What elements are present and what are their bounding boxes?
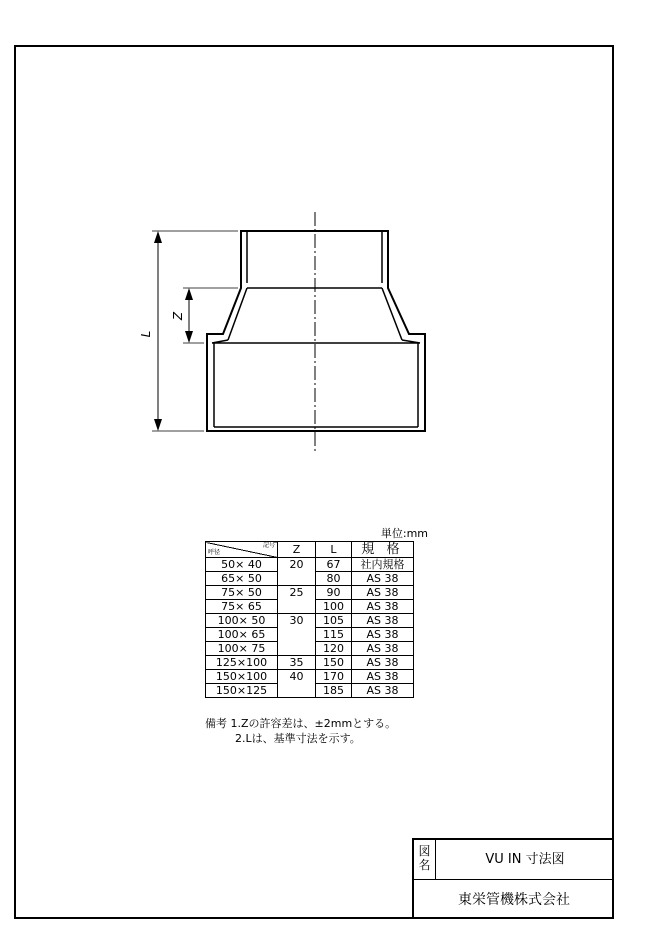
spec-cell: AS 38 xyxy=(352,670,414,684)
size-cell: 100× 65 xyxy=(206,628,278,642)
table-row xyxy=(206,586,414,600)
size-cell: 75× 65 xyxy=(206,600,278,614)
l-cell: 100 xyxy=(316,600,352,614)
table-row xyxy=(206,614,414,628)
l-cell: 115 xyxy=(316,628,352,642)
z-cell xyxy=(278,642,316,656)
z-cell: 35 xyxy=(278,656,316,670)
size-cell: 100× 75 xyxy=(206,642,278,656)
size-cell: 50× 40 xyxy=(206,558,278,572)
l-cell: 170 xyxy=(316,670,352,684)
spec-cell: AS 38 xyxy=(352,656,414,670)
z-cell xyxy=(278,628,316,642)
dimension-table xyxy=(205,541,414,698)
spec-cell: AS 38 xyxy=(352,628,414,642)
table-header-row xyxy=(206,542,414,558)
l-cell: 80 xyxy=(316,572,352,586)
table-row xyxy=(206,670,414,684)
spec-cell: AS 38 xyxy=(352,684,414,698)
table-row xyxy=(206,600,414,614)
size-cell: 150×125 xyxy=(206,684,278,698)
drawing-name: VU IN 寸法図 xyxy=(485,852,565,867)
table-row xyxy=(206,558,414,572)
size-cell: 75× 50 xyxy=(206,586,278,600)
diag-header-bottom: 呼径 xyxy=(208,549,221,556)
note-line-2: 2.Lは、基準寸法を示す。 xyxy=(235,732,361,745)
l-cell: 185 xyxy=(316,684,352,698)
l-arrow-top xyxy=(154,231,162,243)
spec-header: 規 格 xyxy=(352,542,414,558)
note-line-1: 備考 1.Zの許容差は、±2mmとする。 xyxy=(205,717,397,730)
size-cell: 150×100 xyxy=(206,670,278,684)
size-cell: 100× 50 xyxy=(206,614,278,628)
z-cell xyxy=(278,572,316,586)
title-block-label: 図名 xyxy=(414,840,436,879)
z-cell xyxy=(278,684,316,698)
z-header: Z xyxy=(278,542,316,558)
spec-cell: AS 38 xyxy=(352,572,414,586)
l-cell: 120 xyxy=(316,642,352,656)
size-cell: 125×100 xyxy=(206,656,278,670)
diag-header-cell xyxy=(206,542,278,558)
diag-header-top: 記号 xyxy=(262,542,275,549)
notes xyxy=(205,716,396,746)
spec-cell: 社内規格 xyxy=(352,558,414,572)
title-block xyxy=(412,838,614,919)
spec-cell: AS 38 xyxy=(352,586,414,600)
z-arrow-bottom xyxy=(185,331,193,343)
z-arrow-top xyxy=(185,288,193,300)
l-cell: 150 xyxy=(316,656,352,670)
table-row xyxy=(206,572,414,586)
z-cell xyxy=(278,600,316,614)
table-row xyxy=(206,656,414,670)
l-cell: 105 xyxy=(316,614,352,628)
table-row xyxy=(206,684,414,698)
l-header: L xyxy=(316,542,352,558)
table-row xyxy=(206,628,414,642)
spec-cell: AS 38 xyxy=(352,600,414,614)
l-cell: 90 xyxy=(316,586,352,600)
z-cell: 25 xyxy=(278,586,316,600)
l-arrow-bottom xyxy=(154,419,162,431)
size-cell: 65× 50 xyxy=(206,572,278,586)
z-cell: 20 xyxy=(278,558,316,572)
z-cell: 30 xyxy=(278,614,316,628)
table-row xyxy=(206,642,414,656)
z-cell: 40 xyxy=(278,670,316,684)
l-cell: 67 xyxy=(316,558,352,572)
l-dimension-label: L xyxy=(139,330,153,338)
unit-label: 単位:mm xyxy=(380,527,428,540)
company-name: 東栄管機株式会社 xyxy=(414,879,614,919)
z-dimension-label: Z xyxy=(171,311,185,321)
spec-cell: AS 38 xyxy=(352,642,414,656)
fitting-outer-contour xyxy=(207,231,425,431)
spec-cell: AS 38 xyxy=(352,614,414,628)
